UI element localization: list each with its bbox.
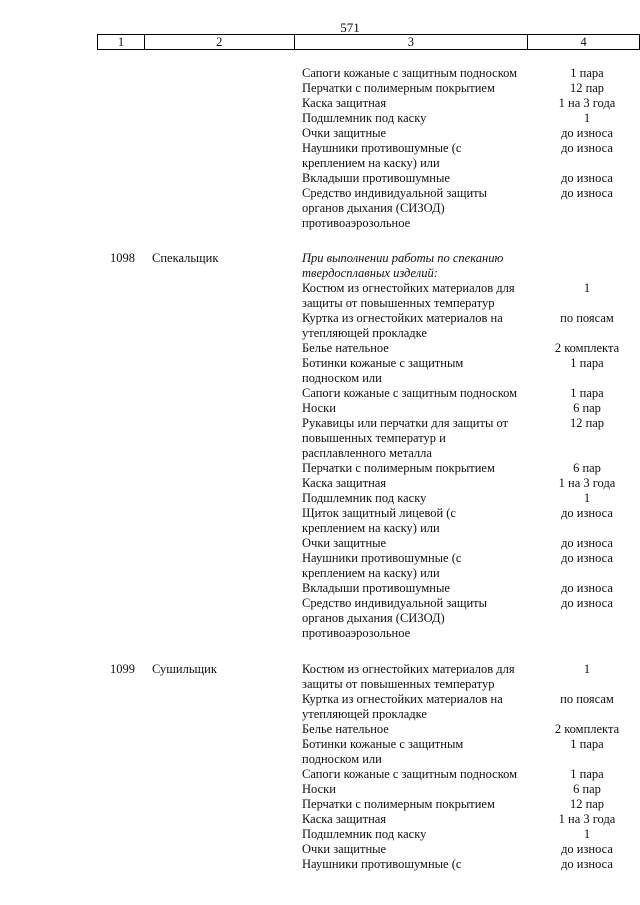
item-name-line: расплавленного металла	[302, 446, 432, 460]
item-name	[302, 596, 532, 641]
list-item	[302, 692, 640, 722]
item-name	[302, 737, 532, 767]
item-name-line: креплением на каску) или	[302, 521, 440, 535]
item-quantity: 6 пар	[573, 461, 601, 475]
item-name	[302, 506, 532, 536]
item-name-line: защиты от повышенных температур	[302, 677, 495, 691]
column-header: 3	[294, 35, 528, 50]
item-name	[302, 111, 532, 126]
item-name-line: Белье нательное	[302, 722, 389, 736]
list-item	[302, 662, 640, 692]
item-name-line: Наушники противошумные (с	[302, 857, 462, 871]
item-quantity: до износа	[561, 857, 613, 871]
item-quantity: 12 пар	[569, 81, 605, 95]
work-condition: твердосплавных изделий:	[302, 266, 438, 280]
item-quantity: 1 пара	[570, 386, 604, 400]
item-name-line: Подшлемник под каску	[302, 827, 427, 841]
item-name	[302, 722, 532, 737]
item-name	[302, 536, 532, 551]
list-item	[302, 476, 640, 491]
list-item	[302, 812, 640, 827]
item-quantity: 1	[583, 281, 591, 295]
item-name-line: Ботинки кожаные с защитным	[302, 356, 464, 370]
item-quantity: 2 комплекта	[554, 341, 620, 355]
item-name	[302, 416, 532, 461]
item-quantity: 1 пара	[570, 767, 604, 781]
item-name	[302, 812, 532, 827]
list-item	[302, 96, 640, 111]
item-name-line: Каска защитная	[302, 96, 387, 110]
item-quantity: до износа	[561, 171, 613, 185]
list-item	[302, 581, 640, 596]
item-name	[302, 797, 532, 812]
list-item	[302, 126, 640, 141]
list-item	[302, 111, 640, 126]
list-item	[302, 401, 640, 416]
item-name-line: Подшлемник под каску	[302, 491, 427, 505]
list-item	[302, 596, 640, 641]
item-quantity: до износа	[561, 842, 613, 856]
item-name	[302, 782, 532, 797]
item-quantity: 12 пар	[569, 797, 605, 811]
item-quantity: 1	[583, 662, 591, 676]
item-name-line: утепляющей прокладке	[302, 326, 427, 340]
list-item	[302, 341, 640, 356]
item-name-line: противоаэрозольное	[302, 626, 411, 640]
item-name	[302, 126, 532, 141]
item-name	[302, 141, 532, 171]
item-name-line: Очки защитные	[302, 842, 387, 856]
item-name-line: Перчатки с полимерным покрытием	[302, 461, 495, 475]
item-name	[302, 186, 532, 231]
item-name-line: подноском или	[302, 752, 382, 766]
item-name	[302, 81, 532, 96]
item-name-line: Перчатки с полимерным покрытием	[302, 797, 495, 811]
item-quantity: по поясам	[560, 311, 614, 325]
list-item	[302, 767, 640, 782]
list-item	[302, 141, 640, 171]
item-name-line: Рукавицы или перчатки для защиты от	[302, 416, 509, 430]
item-name-line: креплением на каску) или	[302, 566, 440, 580]
item-name-line: Куртка из огнестойких материалов на	[302, 311, 503, 325]
column-header: 1	[98, 35, 145, 50]
item-quantity: до износа	[561, 506, 613, 520]
item-name-line: Белье нательное	[302, 341, 389, 355]
list-item	[302, 416, 640, 461]
item-quantity: до износа	[561, 581, 613, 595]
item-quantity: 2 комплекта	[554, 722, 620, 736]
item-quantity: по поясам	[560, 692, 614, 706]
item-name	[302, 401, 532, 416]
item-name-line: Средство индивидуальной защиты	[302, 596, 488, 610]
item-quantity: 1 на 3 года	[558, 476, 616, 490]
item-name-line: Подшлемник под каску	[302, 111, 427, 125]
item-name	[302, 311, 532, 341]
item-quantity: до износа	[561, 126, 613, 140]
item-quantity: 12 пар	[569, 416, 605, 430]
item-name-line: повышенных температур и	[302, 431, 446, 445]
item-name-line: противоаэрозольное	[302, 216, 411, 230]
item-quantity: до износа	[561, 596, 613, 610]
item-quantity: до износа	[561, 186, 613, 200]
item-name-line: органов дыхания (СИЗОД)	[302, 201, 445, 215]
item-name	[302, 476, 532, 491]
profession-name: Сушильщик	[152, 662, 217, 676]
item-name-line: креплением на каску) или	[302, 156, 440, 170]
list-item	[302, 536, 640, 551]
list-item	[302, 281, 640, 311]
item-name-line: Сапоги кожаные с защитным подноском	[302, 386, 518, 400]
item-name	[302, 171, 532, 186]
item-name	[302, 581, 532, 596]
item-name-line: Каска защитная	[302, 476, 387, 490]
item-list	[302, 662, 640, 872]
item-name-line: Наушники противошумные (с	[302, 551, 462, 565]
item-name	[302, 662, 532, 692]
item-quantity: 6 пар	[573, 401, 601, 415]
list-item	[302, 827, 640, 842]
item-quantity: до износа	[561, 536, 613, 550]
item-quantity: до износа	[561, 141, 613, 155]
list-item	[302, 66, 640, 81]
list-item	[302, 461, 640, 476]
item-quantity: 1 пара	[570, 737, 604, 751]
entry-number: 1099	[110, 662, 135, 676]
item-name-line: Сапоги кожаные с защитным подноском	[302, 767, 518, 781]
list-item	[302, 782, 640, 797]
item-name	[302, 842, 532, 857]
item-name-line: подноском или	[302, 371, 382, 385]
item-name	[302, 767, 532, 782]
item-name-line: Наушники противошумные (с	[302, 141, 462, 155]
item-name	[302, 341, 532, 356]
item-quantity: 1	[583, 491, 591, 505]
item-name	[302, 461, 532, 476]
item-list	[302, 66, 640, 231]
item-name	[302, 551, 532, 581]
item-name	[302, 857, 532, 872]
item-name-line: утепляющей прокладке	[302, 707, 427, 721]
item-name-line: Сапоги кожаные с защитным подноском	[302, 66, 518, 80]
item-name	[302, 356, 532, 386]
item-name	[302, 281, 532, 311]
list-item	[302, 737, 640, 767]
item-quantity: 1 пара	[570, 356, 604, 370]
list-item	[302, 797, 640, 812]
item-list	[302, 251, 640, 641]
item-name	[302, 491, 532, 506]
item-quantity: до износа	[561, 551, 613, 565]
item-name-line: Ботинки кожаные с защитным	[302, 737, 464, 751]
item-quantity: 1	[583, 111, 591, 125]
item-quantity: 1 на 3 года	[558, 812, 616, 826]
list-item	[302, 722, 640, 737]
column-header: 2	[144, 35, 294, 50]
column-header-table	[97, 34, 640, 50]
item-name-line: Носки	[302, 782, 336, 796]
column-header: 4	[528, 35, 640, 50]
list-item	[302, 551, 640, 581]
item-name-line: Щиток защитный лицевой (с	[302, 506, 456, 520]
work-condition: При выполнении работы по спеканию	[302, 251, 504, 265]
list-item	[302, 842, 640, 857]
item-name	[302, 386, 532, 401]
list-item	[302, 386, 640, 401]
item-name-line: Очки защитные	[302, 536, 387, 550]
list-item	[302, 857, 640, 872]
item-name-line: Каска защитная	[302, 812, 387, 826]
profession-name: Спекальщик	[152, 251, 219, 265]
page-number: 571	[340, 20, 360, 35]
item-name-line: Вкладыши противошумные	[302, 171, 450, 185]
item-name	[302, 827, 532, 842]
item-quantity: 1 пара	[570, 66, 604, 80]
item-name-line: Перчатки с полимерным покрытием	[302, 81, 495, 95]
item-name-line: Костюм из огнестойких материалов для	[302, 662, 515, 676]
list-item	[302, 356, 640, 386]
item-name	[302, 66, 532, 81]
item-name-line: Вкладыши противошумные	[302, 581, 450, 595]
item-quantity: 1	[583, 827, 591, 841]
list-item	[302, 491, 640, 506]
list-item	[302, 171, 640, 186]
item-name-line: защиты от повышенных температур	[302, 296, 495, 310]
item-name-line: Очки защитные	[302, 126, 387, 140]
item-name-line: Куртка из огнестойких материалов на	[302, 692, 503, 706]
item-name	[302, 96, 532, 111]
entry-number: 1098	[110, 251, 135, 265]
item-quantity: 1 на 3 года	[558, 96, 616, 110]
item-name-line: Костюм из огнестойких материалов для	[302, 281, 515, 295]
list-item	[302, 186, 640, 231]
item-name-line: Средство индивидуальной защиты	[302, 186, 488, 200]
item-name	[302, 692, 532, 722]
list-item	[302, 506, 640, 536]
item-name-line: органов дыхания (СИЗОД)	[302, 611, 445, 625]
list-item	[302, 81, 640, 96]
item-name-line: Носки	[302, 401, 336, 415]
item-quantity: 6 пар	[573, 782, 601, 796]
list-item	[302, 311, 640, 341]
